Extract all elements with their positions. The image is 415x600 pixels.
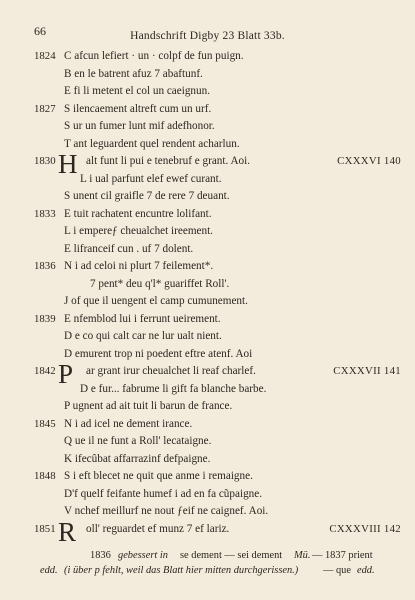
- verse-line: [0, 433, 415, 451]
- note-text: Mü.: [294, 550, 311, 561]
- laisse-number: CXXXVI 140: [337, 155, 401, 167]
- verse-text: E lifranceif cun . uf 7 dolent.: [64, 242, 194, 255]
- verse-text: D'f quelf feifante humef i ad en fa cũpaigne.: [64, 487, 263, 500]
- line-number: 1824: [34, 50, 56, 62]
- line-number: 1827: [34, 102, 56, 115]
- verse-text: L i empereƒ cheualchet ireement.: [64, 225, 213, 237]
- verse-text: B en le batrent afuz 7 abaftunf.: [64, 67, 203, 80]
- verse-line: [0, 118, 415, 136]
- verse-line: [0, 516, 415, 547]
- verse-line: [0, 381, 415, 399]
- line-number: 1845: [34, 417, 56, 430]
- verse-text: E nfemblod lui i ferrunt ueirement.: [64, 312, 221, 325]
- verse-text: S i eft blecet ne quit que anme i remaigne.: [64, 470, 253, 482]
- note-text: se dement — sei dement: [180, 550, 283, 561]
- verse-line: [0, 83, 415, 101]
- note-text: — 1837 prient: [312, 550, 373, 561]
- line-number: 1839: [34, 312, 56, 325]
- verse-line: [0, 48, 415, 66]
- verse-text: alt funt li pui e tenebruf e grant. Aoi.: [86, 155, 251, 167]
- verse-line: [0, 416, 415, 434]
- note-text: gebessert in: [118, 550, 168, 561]
- verse-text: P ugnent ad ait tuit li barun de france.: [64, 400, 233, 412]
- line-number: 1851: [34, 522, 56, 535]
- verse-line: [0, 451, 415, 469]
- verse-line: [0, 66, 415, 84]
- verse-line: [0, 188, 415, 206]
- note-text: edd.: [357, 565, 375, 576]
- verse-line: [0, 276, 415, 294]
- verse-line: [0, 398, 415, 416]
- verse-text: D e fur... fabrume li gift fa blanche barbe.: [80, 382, 267, 395]
- verse-text: S unent cil graifle 7 de rere 7 deuant.: [64, 190, 230, 202]
- verse-text: L i ual parfunt elef ewef curant.: [80, 172, 222, 185]
- note-text: edd.: [40, 565, 58, 576]
- footnote: [40, 548, 385, 578]
- line-number: 1833: [34, 207, 56, 220]
- verse-line: [0, 293, 415, 311]
- verse-line: [0, 171, 415, 189]
- verse-line: [0, 486, 415, 504]
- verse-text: ar grant irur cheualchet li reaf charlef.: [86, 365, 256, 377]
- verse-text: D e co qui calt car ne lur ualt nient.: [64, 330, 222, 342]
- verse-text: E tuit rachatent encuntre lolifant.: [64, 207, 212, 220]
- initial-capital: H: [58, 149, 78, 179]
- verse-text: E fi li metent el col un caeignun.: [64, 85, 211, 97]
- verse-text: S ilencaement altreft cum un urf.: [64, 102, 212, 115]
- initial-capital: P: [58, 359, 74, 389]
- page-number: 66: [34, 24, 46, 38]
- line-number: 1842: [34, 365, 56, 377]
- verse-line: [0, 311, 415, 329]
- note-text: — que: [323, 565, 351, 576]
- text-lines: [0, 48, 415, 547]
- verse-text: K ifecûbat affarrazinf defpaigne.: [64, 452, 211, 465]
- verse-text: Q ue il ne funt a Roll' lecataigne.: [64, 435, 212, 447]
- initial-capital: R: [58, 516, 77, 547]
- verse-line: [0, 328, 415, 346]
- verse-text: T ant leguardent quel rendent acharlun.: [64, 137, 240, 150]
- line-number: 1848: [34, 470, 56, 482]
- verse-text: S ur un fumer lunt mif adefhonor.: [64, 120, 215, 132]
- verse-line: [0, 258, 415, 276]
- note-line-number: 1836: [90, 550, 111, 561]
- running-head: Handschrift Digby 23 Blatt 33b.: [130, 30, 285, 42]
- line-number: 1830: [34, 155, 56, 167]
- verse-text: D emurent trop ni poedent eftre atenf. Aoi: [64, 347, 253, 360]
- line-number: 1836: [34, 260, 56, 272]
- verse-text: oll' reguardet ef munz 7 ef lariz.: [86, 522, 230, 535]
- verse-text: J of que il uengent el camp cumunement.: [64, 295, 248, 307]
- verse-line: [0, 223, 415, 241]
- note-text: (i über p fehlt, weil das Blatt hier mitten durchgerissen.): [64, 565, 299, 576]
- verse-line: [0, 206, 415, 224]
- verse-text: N i ad icel ne dement irance.: [64, 417, 193, 430]
- laisse-number: CXXXVII 141: [333, 365, 401, 377]
- verse-text: V nchef meillurf ne nout ƒeif ne caignef. Aoi.: [64, 505, 269, 517]
- laisse-number: CXXXVIII 142: [329, 522, 401, 535]
- verse-line: [0, 241, 415, 259]
- verse-text: 7 pent* deu q'l* guariffet Roll'.: [90, 277, 230, 290]
- verse-line: [0, 468, 415, 486]
- verse-text: C afcun lefiert · un · colpf de fun puign.: [64, 50, 244, 62]
- verse-text: N i ad celoi ni plurt 7 feilement*.: [64, 260, 214, 272]
- verse-line: [0, 101, 415, 119]
